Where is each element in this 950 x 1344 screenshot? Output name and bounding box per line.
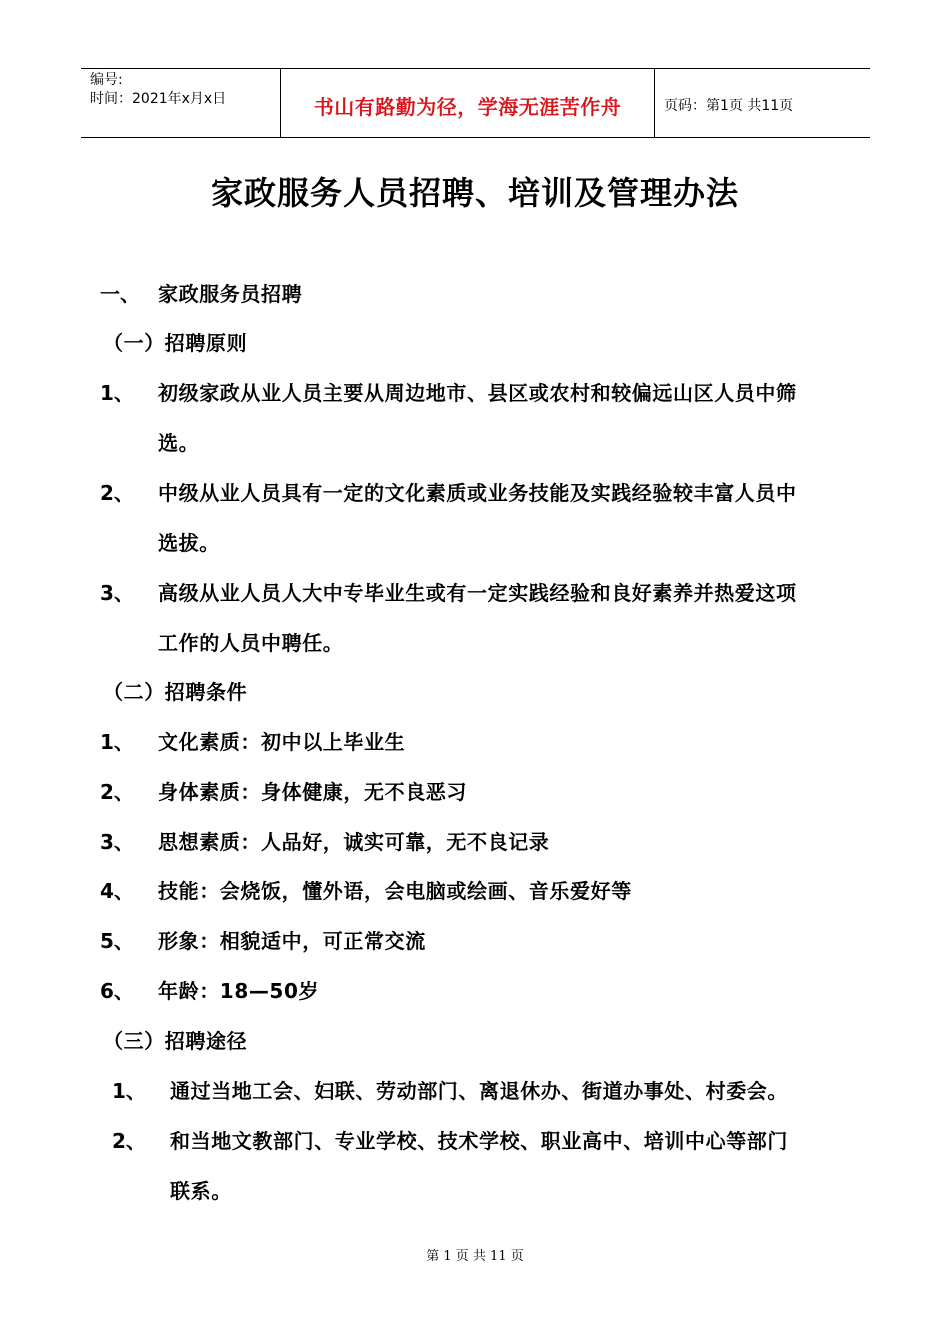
list-number: 5、 [100,929,134,953]
header-motto: 书山有路勤为径，学海无涯苦作舟 [281,69,655,137]
list-item: 思想素质：人品好，诚实可靠，无不良记录 [158,830,550,854]
list-number: 3、 [100,581,134,605]
paragraph-line: 高级从业人员人大中专毕业生或有一定实践经验和良好素养并热爱这项 [158,581,797,605]
list-item: 身体素质：身体健康，无不良恶习 [158,780,467,804]
list-number: 2、 [100,780,134,804]
list-number: 1、 [100,730,134,754]
page-footer: 第 1 页 共 11 页 [426,1249,524,1264]
list-number: 4、 [100,879,134,903]
paragraph-line: 选拔。 [158,531,220,555]
list-number: 1、 [100,381,134,405]
paragraph-line: 选。 [158,431,200,455]
list-item: 通过当地工会、妇联、劳动部门、离退休办、街道办事处、村委会。 [170,1079,788,1103]
list-item: 技能：会烧饭，懂外语，会电脑或绘画、音乐爱好等 [158,879,632,903]
list-number: 2、 [100,481,134,505]
paragraph-line: 和当地文教部门、专业学校、技术学校、职业高中、培训中心等部门 [170,1129,788,1153]
paragraph-line: 工作的人员中聘任。 [158,631,344,655]
subsection-heading: （三）招聘途径 [103,1029,248,1053]
subsection-heading: （二）招聘条件 [103,680,248,704]
list-item: 文化素质：初中以上毕业生 [158,730,406,754]
list-item: 年龄：18—50岁 [158,979,320,1003]
document-header [81,68,870,138]
number-label: 编号: [90,72,123,88]
time-label: 时间：2021年x月x日 [90,91,227,107]
paragraph-line: 联系。 [170,1179,232,1203]
header-page-info: 页码：第1页 共11页 [664,98,794,114]
list-item: 形象：相貌适中，可正常交流 [158,929,426,953]
list-number: 1、 [112,1079,146,1103]
section-heading: 家政服务员招聘 [158,282,303,306]
paragraph-line: 初级家政从业人员主要从周边地市、县区或农村和较偏远山区人员中筛 [158,381,797,405]
section-number: 一、 [100,282,140,306]
list-number: 6、 [100,979,134,1003]
subsection-heading: （一）招聘原则 [103,331,248,355]
list-number: 3、 [100,830,134,854]
header-meta [81,69,281,137]
document-title: 家政服务人员招聘、培训及管理办法 [210,174,739,212]
paragraph-line: 中级从业人员具有一定的文化素质或业务技能及实践经验较丰富人员中 [158,481,797,505]
list-number: 2、 [112,1129,146,1153]
